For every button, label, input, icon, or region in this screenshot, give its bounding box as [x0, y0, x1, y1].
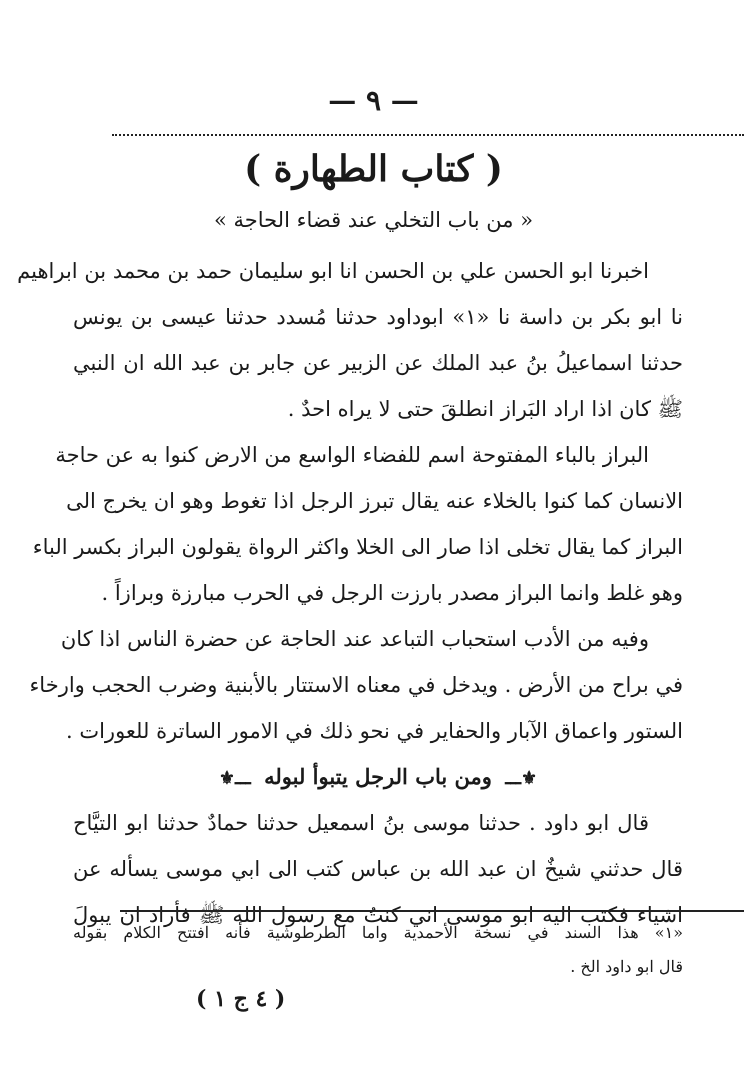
text-line: قال ابو داود . حدثنا موسى بنُ اسمعيل حدثنا حمادٌ حدثنا ابو التيَّاح: [73, 811, 649, 835]
ornament-right-icon: ⚜ـــ: [505, 768, 538, 789]
section-subheading: [73, 754, 683, 800]
text-line: اخبرنا ابو الحسن علي بن الحسن انا ابو سليمان حمد بن محمد بن ابراهيم: [17, 259, 649, 283]
paragraph-hadith: [17, 248, 683, 432]
text-line: نا ابو بكر بن داسة نا «١» ابوداود حدثنا مُسدد حدثنا عيسى بن يونس: [73, 305, 683, 329]
paragraph-etiquette: [29, 616, 683, 754]
footnote-line: قال ابو داود الخ .: [570, 957, 683, 976]
book-title: ( كتاب الطهارة ): [244, 148, 503, 190]
body-text: [17, 248, 683, 938]
text-line: حدثنا اسماعيلُ بنُ عبد الملك عن الزبير عن جابر بن عبد الله ان النبي: [73, 351, 683, 375]
subheading-text: ومن باب الرجل يتبوأ لبوله: [264, 764, 492, 789]
chapter-title: « من باب التخلي عند قضاء الحاجة »: [213, 208, 534, 232]
ornament-left-icon: ـــ⚜: [218, 768, 251, 789]
footnote: [73, 916, 683, 984]
page-number: — ٩ —: [328, 84, 419, 117]
text-line: وفيه من الأدب استحباب التباعد عند الحاجة عن حضرة الناس اذا كان: [60, 627, 649, 651]
text-line: في براح من الأرض . ويدخل في معناه الاستتار بالأبنية وضرب الحجب وارخاء: [29, 673, 683, 697]
text-line: البراز كما يقال تخلى اذا صار الى الخلا واكثر الرواة يقولون البراز بكسر الباء: [32, 535, 683, 559]
printer-signature: ( ٤ ج ١ ): [196, 986, 286, 1012]
text-line: ﷺ كان اذا اراد البَراز انطلقَ حتى لا يراه احدٌ .: [287, 397, 683, 421]
text-line: قال حدثني شيخٌ ان عبد الله بن عباس كتب الى ابي موسى يسأله عن: [73, 857, 683, 881]
paragraph-commentary: [32, 432, 683, 616]
footnote-divider: [120, 910, 744, 912]
text-line: وهو غلط وانما البراز مصدر بارزت الرجل في الحرب مبارزة وبرازاً .: [101, 581, 683, 605]
header-divider: [112, 134, 744, 136]
footnote-line: «١» هذا السند في نسخة الأحمدية واما الطرطوشية فأنه افتتح الكلام بقوله: [73, 923, 683, 942]
text-line: اشياء فكتب اليه ابو موسى اني كنتُ مع رسول الله ﷺ فأراد ان يبولَ: [73, 903, 683, 927]
text-line: الستور واعماق الآبار والحفاير في نحو ذلك في الامور الساترة للعورات .: [65, 719, 683, 743]
text-line: البراز بالباء المفتوحة اسم للفضاء الواسع من الارض كنوا به عن حاجة: [55, 443, 649, 467]
text-line: الانسان كما كنوا بالخلاء عنه يقال تبرز الرجل اذا تغوط وهو ان يخرج الى: [66, 489, 683, 513]
